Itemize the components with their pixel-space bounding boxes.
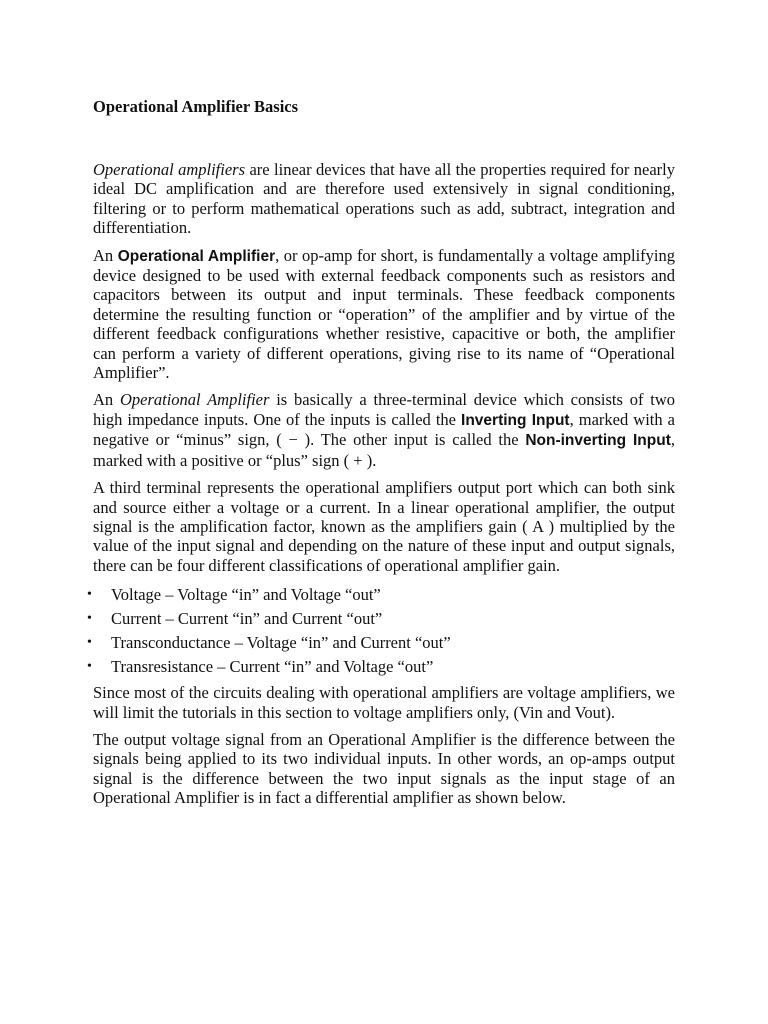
list-item-term: Current xyxy=(111,609,162,629)
paragraph-inputs xyxy=(93,390,675,470)
bullet-icon: • xyxy=(87,611,92,627)
list-item xyxy=(87,583,675,607)
bullet-icon: • xyxy=(87,587,92,603)
inputs-text-3: , marked with a positive or “plus” sign ( + ). xyxy=(93,430,675,470)
intro-italic-term: Operational amplifiers xyxy=(93,160,246,179)
definition-text: , or op-amp for short, is fundamentally a voltage amplifying device designed to be used with external feedback components such as resistors and capacitors between its output and input terminals. These feedback components determine the resulting function or “operation” of the amplifier and by virtue of the different feedback configurations whether resistive, capacitive or both, the amplifier can perform a variety of different operations, giving rise to its name of “Operational Amplifier”. xyxy=(93,245,675,383)
list-item-term: Transconductance xyxy=(111,633,231,653)
definition-bold-term: Operational Amplifier xyxy=(117,247,276,265)
inverting-input-term: Inverting Input xyxy=(461,411,570,429)
paragraph-definition xyxy=(93,246,675,383)
list-item-desc: – Voltage “in” and Current “out” xyxy=(230,633,451,653)
bullet-icon: • xyxy=(87,635,92,651)
inputs-text-1: is basically a three-terminal device which consists of two high impedance inputs. One of the inputs is called the xyxy=(93,390,675,429)
document-title: Operational Amplifier Basics xyxy=(93,97,299,116)
inputs-text-2: , marked with a negative or “minus” sign, ( − ). The other input is called the xyxy=(93,409,675,450)
paragraph-voltage-amplifiers: Since most of the circuits dealing with operational amplifiers are voltage amplifiers, we will limit the tutorials in this section to voltage amplifiers only, (Vin and Vout). xyxy=(93,683,675,722)
inputs-italic-term: Operational Amplifier xyxy=(119,390,270,410)
intro-text: are linear devices that have all the properties required for nearly ideal DC amplification and are therefore used extensively in signal conditioning, filtering or to perform mathematical operations such as add, subtract, integration and differentiation. xyxy=(93,160,675,238)
paragraph-differential: The output voltage signal from an Operational Amplifier is the difference between the signals being applied to its two individual inputs. In other words, an op-amps output signal is the difference between the two input signals as the input stage of an Operational Amplifier is in fact a differential amplifier as shown below. xyxy=(93,729,675,808)
list-item-desc: – Current “in” and Voltage “out” xyxy=(213,657,434,677)
paragraph-output-terminal: A third terminal represents the operational amplifiers output port which can both sink and source either a voltage or a current. In a linear operational amplifier, the output signal is the amplification factor, known as the amplifiers gain ( A ) multiplied by the value of the input signal and depending on the nature of these input and output signals, there can be four different classifications of operational amplifier gain. xyxy=(93,478,675,575)
gain-classification-list xyxy=(87,583,675,679)
list-item-desc: – Current “in” and Current “out” xyxy=(161,609,383,629)
non-inverting-input-term: Non-inverting Input xyxy=(525,432,671,450)
definition-intro: An xyxy=(93,245,118,265)
list-item-term: Transresistance xyxy=(111,657,214,677)
list-item xyxy=(87,655,675,679)
list-item xyxy=(87,607,675,631)
bullet-icon: • xyxy=(87,659,92,675)
list-item xyxy=(87,631,675,655)
list-item-term: Voltage xyxy=(111,585,162,605)
inputs-intro: An xyxy=(93,390,120,410)
list-item-desc: – Voltage “in” and Voltage “out” xyxy=(161,585,381,605)
paragraph-intro xyxy=(93,160,675,238)
